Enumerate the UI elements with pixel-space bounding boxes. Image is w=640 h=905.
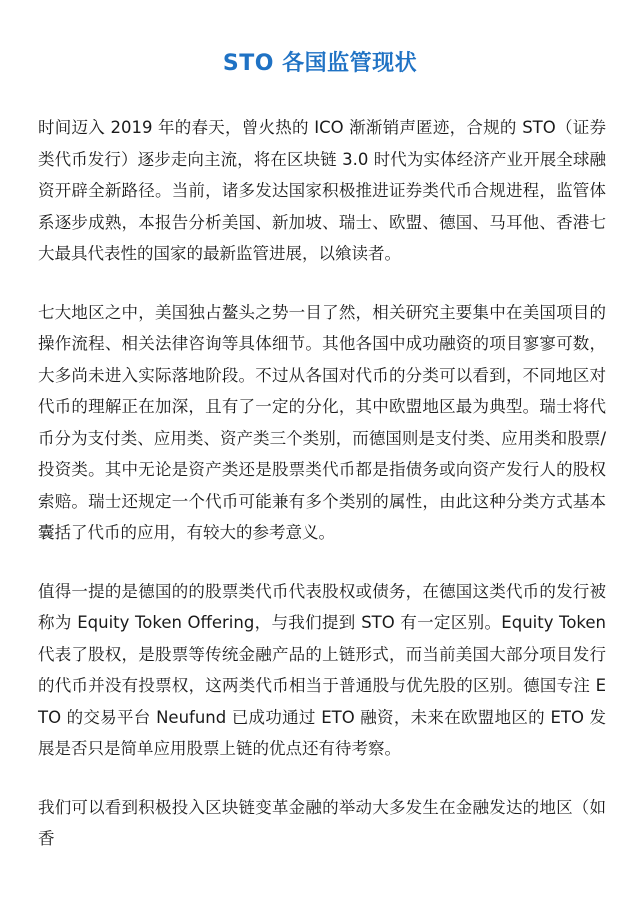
article-body: [38, 112, 606, 882]
paragraph-regions: 七大地区之中，美国独占鳌头之势一目了然，相关研究主要集中在美国项目的操作流程、相关法律咨询等具体细节。其他各国中成功融资的项目寥寥可数，大多尚未进入实际落地阶段。不过从各国对代币的分类可以看到，不同地区对代币的理解正在加深，且有了一定的分化，其中欧盟地区最为典型。瑞士将代币分为支付类、应用类、资产类三个类别，而德国则是支付类、应用类和股票/投资类。其中无论是资产类还是股票类代币都是指债务或向资产发行人的股权索赔。瑞士还规定一个代币可能兼有多个类别的属性，由此这种分类方式基本囊括了代币的应用，有较大的参考意义。: [38, 302, 606, 542]
page-title: STO 各国监管现状: [222, 51, 418, 76]
paragraph-financial-centers: 我们可以看到积极投入区块链变革金融的举动大多发生在金融发达的地区（如香: [38, 797, 606, 848]
paragraph-intro: 时间迈入 2019 年的春天，曾火热的 ICO 渐渐销声匿迹，合规的 STO（证券类代币发行）逐步走向主流，将在区块链 3.0 时代为实体经济产业开展全球融资开辟全新路径。当前，诸多发达国家积极推进证券类代币合规进程，监管体系逐步成熟，本报告分析美国、新加坡、瑞士、欧盟、德国、马耳他、香港七大最具代表性的国家的最新监管进展，以飨读者。: [38, 118, 606, 263]
paragraph-germany-eto: 值得一提的是德国的的股票类代币代表股权或债务，在德国这类代币的发行被称为 Equity Token Offering，与我们提到 STO 有一定区别。Equity Token 代表了股权，是股票等传统金融产品的上链形式，而当前美国大部分项目发行的代币并没有投票权，这两类代币相当于普通股与优先股的区别。德国专注 ETO 的交易平台 Neufund 已成功通过 ETO 融资，未来在欧盟地区的 ETO 发展是否只是简单应用股票上链的优点还有待考察。: [38, 581, 606, 758]
